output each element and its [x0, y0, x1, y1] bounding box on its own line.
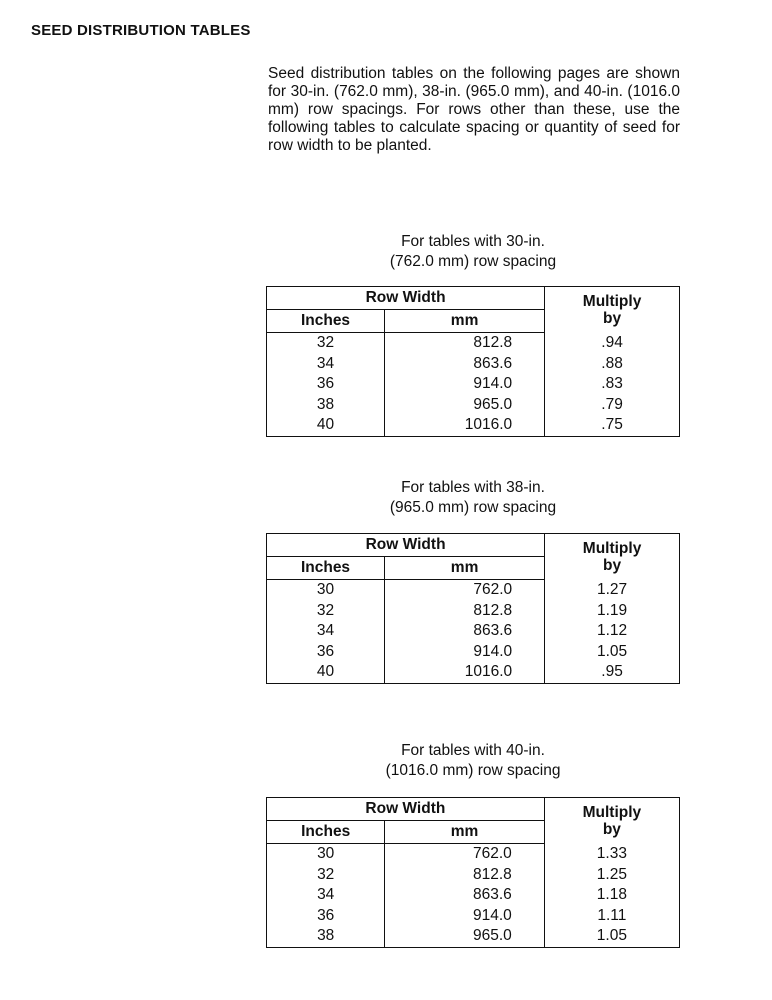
header-mm: mm — [385, 557, 545, 580]
distribution-table-30in — [266, 286, 680, 437]
table-row — [267, 906, 680, 927]
header-row-width: Row Width — [267, 534, 545, 557]
cell-mm: 1016.0 — [385, 415, 545, 436]
header-by: by — [603, 309, 622, 327]
cell-mm: 863.6 — [385, 354, 545, 375]
cell-inches: 36 — [267, 374, 385, 395]
distribution-table-38in — [266, 533, 680, 684]
cell-inches: 30 — [267, 844, 385, 865]
cell-inches: 38 — [267, 926, 385, 947]
table-row — [267, 415, 680, 436]
cell-inches: 40 — [267, 662, 385, 683]
header-mm: mm — [385, 310, 545, 333]
header-row-width: Row Width — [267, 798, 545, 821]
cell-mm: 914.0 — [385, 374, 545, 395]
cell-inches: 36 — [267, 642, 385, 663]
header-multiply-by — [545, 534, 680, 580]
cell-multiply: 1.19 — [596, 601, 628, 619]
header-multiply: Multiply — [582, 292, 642, 310]
header-mm: mm — [385, 821, 544, 844]
cell-inches: 36 — [267, 906, 385, 927]
cell-inches: 32 — [267, 333, 385, 354]
cell-mm: 812.8 — [385, 865, 544, 886]
header-by: by — [602, 820, 621, 838]
cell-mm: 914.0 — [385, 906, 544, 927]
cell-multiply: 1.05 — [596, 927, 627, 944]
intro-paragraph: Seed distribution tables on the following pages are shown for 30-in. (762.0 mm), 38-in. (965.0 mm), and 40-in. (1016.0 mm) row spacings. For rows other than these, use the following tables to calculate spacing or quantity of seed for row width to be planted. — [268, 65, 680, 154]
caption-line-1: For tables with 38-in. — [401, 479, 545, 496]
caption-line-2: (1016.0 mm) row spacing — [385, 762, 561, 779]
cell-inches: 30 — [267, 580, 385, 601]
cell-multiply: 1.33 — [596, 844, 627, 862]
caption-line-1: For tables with 40-in. — [401, 742, 545, 759]
table-body — [267, 580, 680, 684]
table-row — [267, 642, 680, 663]
cell-multiply: 1.27 — [596, 580, 628, 598]
table-row — [267, 395, 680, 416]
cell-mm: 914.0 — [385, 642, 545, 663]
header-inches: Inches — [267, 821, 385, 844]
cell-mm: 1016.0 — [385, 662, 545, 683]
cell-multiply: .94 — [601, 333, 623, 351]
table-row — [267, 374, 680, 395]
table-row — [267, 844, 680, 865]
cell-multiply: .79 — [601, 395, 623, 413]
cell-inches: 38 — [267, 395, 385, 416]
cell-multiply: 1.18 — [596, 886, 627, 903]
caption-line-1: For tables with 30-in. — [401, 233, 545, 250]
table-row — [267, 926, 680, 947]
cell-multiply: .88 — [601, 354, 623, 372]
table-row — [267, 333, 680, 354]
cell-multiply: 1.05 — [596, 642, 628, 660]
cell-mm: 863.6 — [385, 621, 545, 642]
header-multiply-by — [544, 798, 679, 844]
cell-multiply: 1.25 — [596, 865, 627, 883]
caption-38in — [266, 478, 680, 518]
cell-inches: 40 — [267, 415, 385, 436]
header-inches: Inches — [267, 310, 385, 333]
cell-inches: 34 — [267, 621, 385, 642]
page-heading: SEED DISTRIBUTION TABLES — [31, 22, 251, 39]
table-row — [267, 601, 680, 622]
distribution-table-40in — [266, 797, 680, 948]
header-multiply-by — [545, 287, 680, 333]
header-multiply: Multiply — [582, 539, 642, 557]
header-inches: Inches — [267, 557, 385, 580]
cell-inches: 34 — [267, 885, 385, 906]
cell-multiply: .83 — [601, 375, 623, 392]
table-row — [267, 354, 680, 375]
caption-30in — [266, 232, 680, 272]
cell-mm: 812.8 — [385, 333, 545, 354]
caption-line-2: (762.0 mm) row spacing — [389, 253, 557, 270]
cell-mm: 812.8 — [385, 601, 545, 622]
cell-multiply: 1.12 — [596, 622, 628, 639]
table-row — [267, 662, 680, 683]
table-row — [267, 885, 680, 906]
cell-mm: 863.6 — [385, 885, 544, 906]
cell-inches: 32 — [267, 601, 385, 622]
cell-inches: 34 — [267, 354, 385, 375]
table-row — [267, 580, 680, 601]
table-row — [267, 621, 680, 642]
caption-line-2: (965.0 mm) row spacing — [389, 499, 557, 516]
table-body — [267, 333, 680, 437]
table-row — [267, 865, 680, 886]
cell-multiply: .95 — [601, 663, 623, 680]
caption-40in — [266, 741, 680, 781]
cell-inches: 32 — [267, 865, 385, 886]
cell-mm: 965.0 — [385, 926, 544, 947]
cell-multiply: .75 — [601, 416, 623, 433]
cell-multiply: 1.11 — [597, 906, 627, 924]
header-row-width: Row Width — [267, 287, 545, 310]
cell-mm: 762.0 — [385, 844, 544, 865]
cell-mm: 762.0 — [385, 580, 545, 601]
header-multiply: Multiply — [582, 803, 642, 821]
table-body — [267, 844, 680, 948]
cell-mm: 965.0 — [385, 395, 545, 416]
header-by: by — [603, 556, 622, 574]
